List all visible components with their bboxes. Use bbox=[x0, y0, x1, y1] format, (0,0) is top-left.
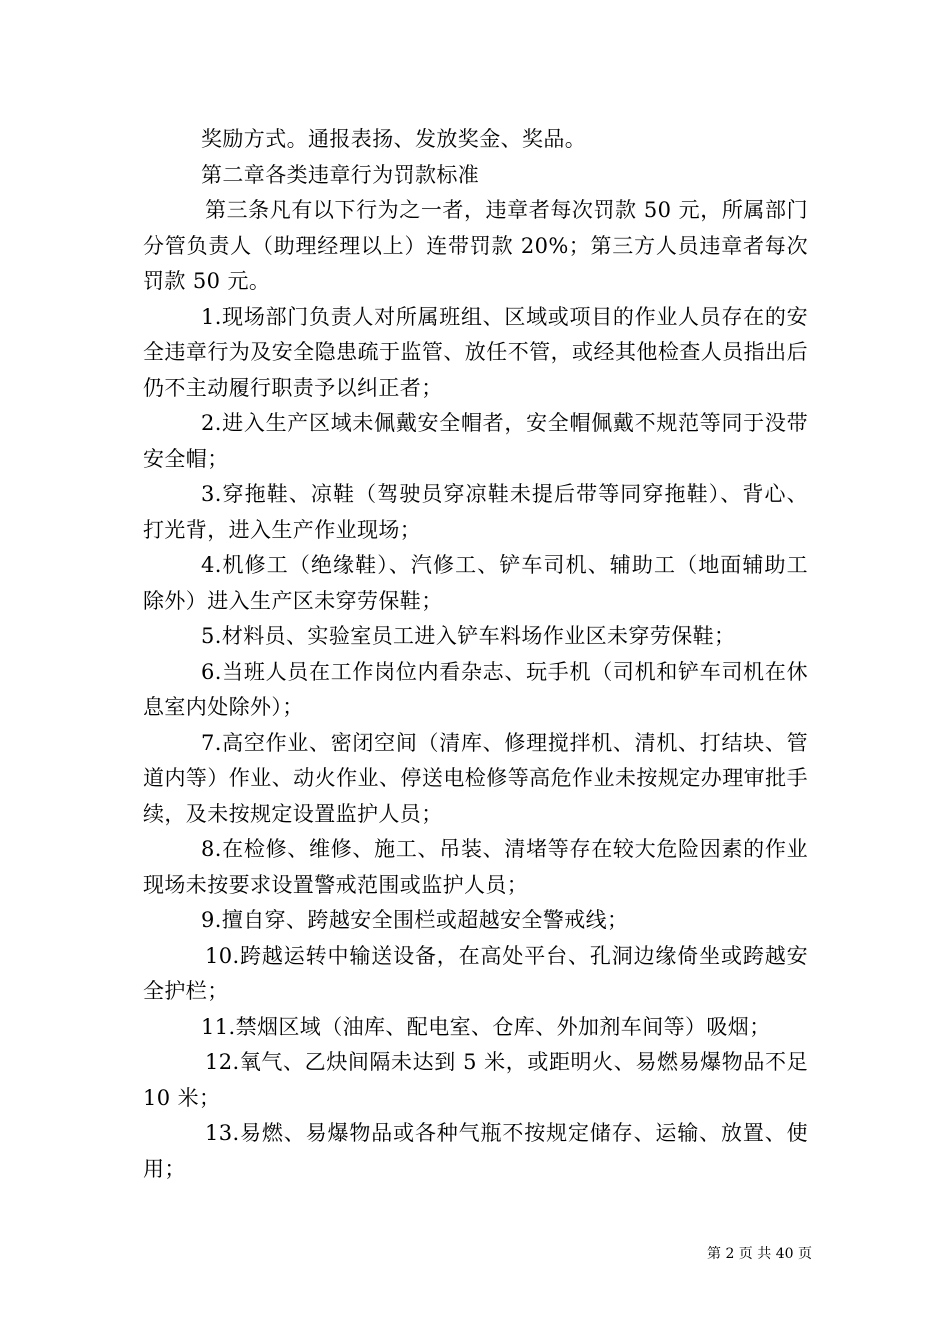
list-item: 7.高空作业、密闭空间（清库、修理搅拌机、清机、打结块、管道内等）作业、动火作业、停送电检修等高危作业未按规定办理审批手续，及未按规定设置监护人员； bbox=[143, 730, 808, 826]
list-item: 1.现场部门负责人对所属班组、区域或项目的作业人员存在的安全违章行为及安全隐患疏于监管、放任不管，或经其他检查人员指出后仍不主动履行职责予以纠正者； bbox=[143, 304, 808, 400]
list-item: 10.跨越运转中输送设备，在高处平台、孔洞边缘倚坐或跨越安全护栏； bbox=[143, 943, 808, 1003]
page-number: 第 2 页 共 40 页 bbox=[707, 1246, 812, 1262]
list-item: 2.进入生产区域未佩戴安全帽者，安全帽佩戴不规范等同于没带安全帽； bbox=[143, 411, 808, 471]
list-item: 11.禁烟区域（油库、配电室、仓库、外加剂车间等）吸烟； bbox=[201, 1014, 771, 1039]
list-item: 12.氧气、乙炔间隔未达到 5 米，或距明火、易燃易爆物品不足 10 米； bbox=[143, 1050, 808, 1110]
list-item: 3.穿拖鞋、凉鞋（驾驶员穿凉鞋未提后带等同穿拖鞋）、背心、打光背，进入生产作业现场； bbox=[143, 482, 808, 542]
list-item: 5.材料员、实验室员工进入铲车料场作业区未穿劳保鞋； bbox=[201, 624, 736, 648]
list-item: 13.易燃、易爆物品或各种气瓶不按规定储存、运输、放置、使用； bbox=[143, 1121, 808, 1181]
chapter-heading: 第二章各类违章行为罚款标准 bbox=[201, 162, 480, 187]
list-item: 9.擅自穿、跨越安全围栏或超越安全警戒线； bbox=[201, 908, 629, 932]
list-item: 4.机修工（绝缘鞋）、汽修工、铲车司机、辅助工（地面辅助工除外）进入生产区未穿劳保鞋； bbox=[143, 553, 808, 613]
article-three: 第三条凡有以下行为之一者，违章者每次罚款 50 元，所属部门分管负责人（助理经理以上）连带罚款 20%；第三方人员违章者每次罚款 50 元。 bbox=[143, 198, 808, 293]
list-item: 8.在检修、维修、施工、吊装、清堵等存在较大危险因素的作业现场未按要求设置警戒范围或监护人员； bbox=[143, 837, 808, 897]
paragraph-reward-method: 奖励方式。通报表扬、发放奖金、奖品。 bbox=[201, 127, 587, 151]
list-item: 6.当班人员在工作岗位内看杂志、玩手机（司机和铲车司机在休息室内处除外）； bbox=[143, 659, 808, 719]
document-body bbox=[143, 122, 808, 1187]
